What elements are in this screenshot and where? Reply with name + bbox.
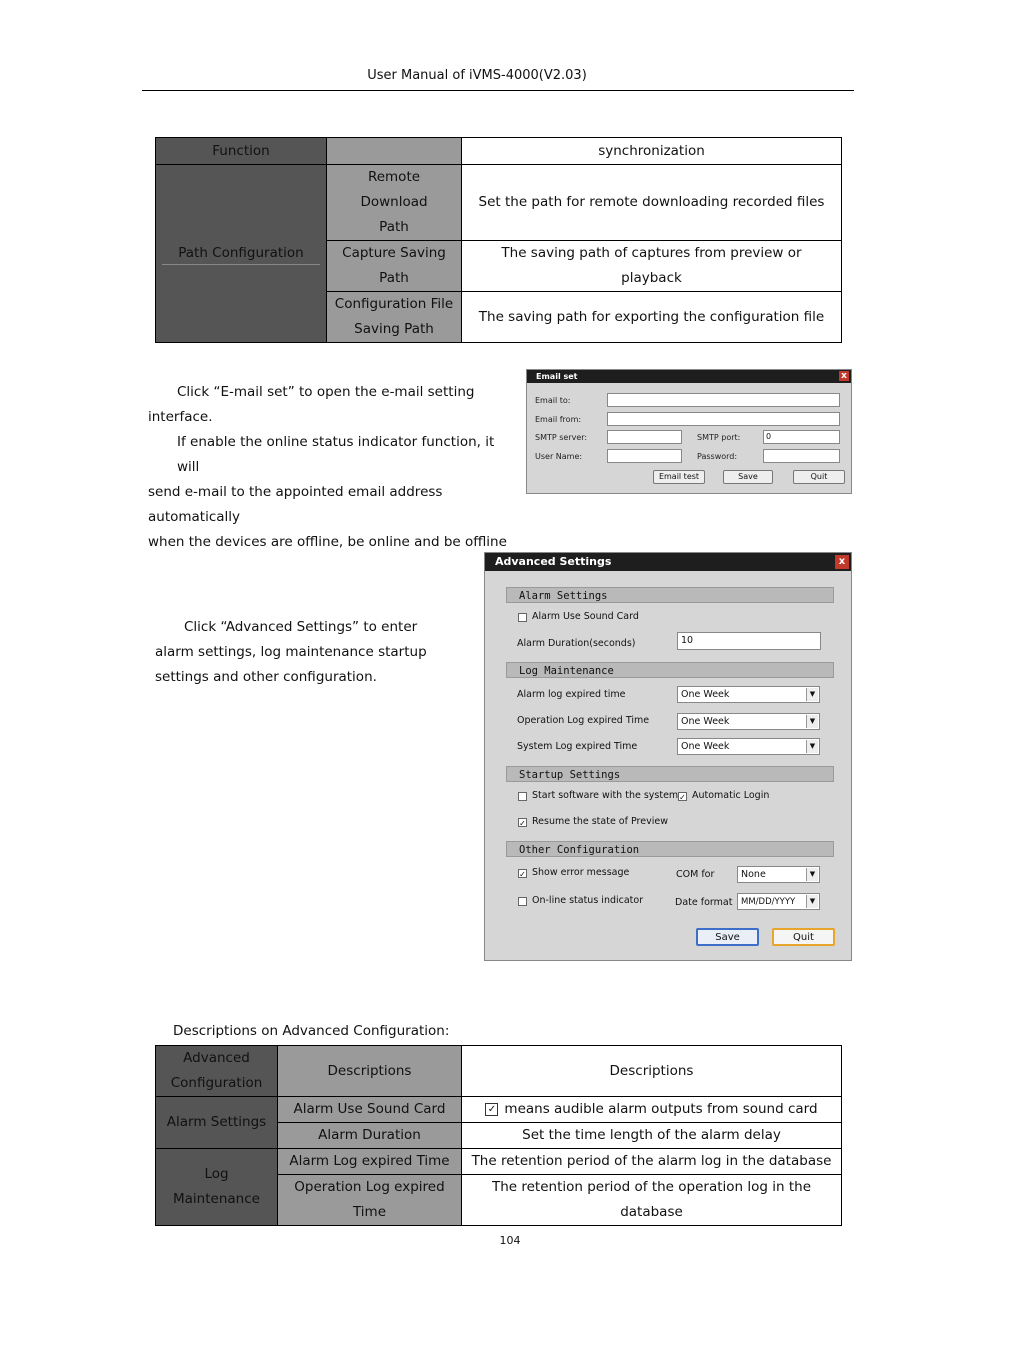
- table-caption: Descriptions on Advanced Configuration:: [173, 1023, 450, 1039]
- dialog-title: Email set: [536, 372, 578, 381]
- smtp-server-field[interactable]: [607, 430, 682, 444]
- email-to-field[interactable]: [607, 393, 840, 407]
- show-error-label: Show error message: [532, 867, 630, 878]
- save-button[interactable]: Save: [696, 928, 759, 946]
- alarm-log-select[interactable]: One Week ▼: [677, 686, 820, 703]
- com-for-select[interactable]: None ▼: [737, 866, 820, 883]
- alarm-sound-label: Alarm Use Sound Card: [532, 611, 639, 622]
- table-cell: Alarm Log expired Time: [278, 1149, 462, 1175]
- table-cell: Alarm Use Sound Card: [278, 1097, 462, 1123]
- quit-button[interactable]: Quit: [772, 928, 835, 946]
- email-description: Click “E-mail set” to open the e-mail setting interface. If enable the online status indicator function, it will send e-mail to the appointed email address automatically when the devices are offline, be online and be offline: [148, 384, 507, 550]
- email-test-button[interactable]: Email test: [653, 470, 705, 484]
- section-alarm-settings: Alarm Settings: [506, 587, 834, 603]
- chevron-down-icon[interactable]: ▼: [806, 715, 818, 728]
- chevron-down-icon[interactable]: ▼: [806, 895, 818, 908]
- function-header: Function: [156, 138, 327, 165]
- chevron-down-icon[interactable]: ▼: [806, 688, 818, 701]
- resume-preview-checkbox[interactable]: ✓: [519, 819, 526, 828]
- close-icon[interactable]: x: [839, 371, 849, 381]
- operation-log-select[interactable]: One Week ▼: [677, 713, 820, 730]
- path-config-cell: [156, 165, 327, 343]
- table-header: Advanced Configuration: [156, 1046, 278, 1097]
- table-cell: Remote Download Path: [327, 165, 462, 241]
- start-with-system-checkbox[interactable]: [518, 792, 527, 801]
- date-format-label: Date format: [675, 897, 733, 908]
- page-number: 104: [499, 1234, 521, 1247]
- alarm-sound-checkbox[interactable]: [518, 613, 527, 622]
- operation-log-label: Operation Log expired Time: [517, 715, 650, 726]
- email-from-label: Email from:: [535, 415, 582, 424]
- section-other-configuration: Other Configuration: [506, 841, 834, 857]
- smtp-port-field[interactable]: 0: [763, 430, 840, 444]
- save-button[interactable]: Save: [723, 470, 773, 484]
- advanced-config-table: [155, 1045, 842, 1226]
- start-with-system-label: Start software with the system: [532, 790, 679, 801]
- table-cell: The saving path of captures from preview or playback: [462, 241, 842, 292]
- path-config-label: Path Configuration: [162, 242, 320, 265]
- table-cell: ✓ means audible alarm outputs from sound card: [462, 1097, 842, 1123]
- show-error-checkbox[interactable]: ✓: [519, 870, 526, 879]
- email-to-label: Email to:: [535, 396, 571, 405]
- chevron-down-icon[interactable]: ▼: [806, 868, 818, 881]
- dialog-title-bar: [485, 553, 851, 571]
- resume-preview-label: Resume the state of Preview: [532, 816, 668, 827]
- dialog-title: Advanced Settings: [495, 555, 612, 568]
- system-log-select[interactable]: One Week ▼: [677, 738, 820, 755]
- system-log-label: System Log expired Time: [517, 741, 638, 752]
- table-cell: Operation Log expired Time: [278, 1175, 462, 1226]
- checkbox-checked-icon: ✓: [485, 1103, 498, 1116]
- table-cell: Alarm Duration: [278, 1123, 462, 1149]
- quit-button[interactable]: Quit: [793, 470, 845, 484]
- user-name-label: User Name:: [535, 452, 583, 461]
- chevron-down-icon[interactable]: ▼: [806, 740, 818, 753]
- table-cell: Alarm Settings: [156, 1097, 278, 1149]
- auto-login-label: Automatic Login: [692, 790, 770, 801]
- table-cell: Configuration File Saving Path: [327, 292, 462, 343]
- table-header: Descriptions: [278, 1046, 462, 1097]
- date-format-select[interactable]: MM/DD/YYYY ▼: [737, 893, 820, 910]
- alarm-duration-input[interactable]: 10: [677, 632, 821, 650]
- email-from-field[interactable]: [607, 412, 840, 426]
- alarm-duration-label: Alarm Duration(seconds): [517, 638, 636, 649]
- section-log-maintenance: Log Maintenance: [506, 662, 834, 678]
- table-cell: The retention period of the operation log in the database: [462, 1175, 842, 1226]
- table-cell: Log Maintenance: [156, 1149, 278, 1226]
- online-indicator-label: On-line status indicator: [532, 895, 644, 906]
- path-config-table: [155, 137, 842, 343]
- section-startup-settings: Startup Settings: [506, 766, 834, 782]
- header-rule: [142, 90, 854, 91]
- online-indicator-checkbox[interactable]: [518, 897, 527, 906]
- page-header: User Manual of iVMS-4000(V2.03): [367, 68, 587, 83]
- blank-header-cell: [327, 138, 462, 165]
- advanced-description: Click “Advanced Settings” to enter alarm settings, log maintenance startup settings and other configuration.: [155, 619, 427, 685]
- table-cell: Set the time length of the alarm delay: [462, 1123, 842, 1149]
- close-icon[interactable]: x: [835, 555, 849, 569]
- smtp-server-label: SMTP server:: [535, 433, 588, 442]
- password-label: Password:: [697, 452, 738, 461]
- table-cell: Set the path for remote downloading recorded files: [462, 165, 842, 241]
- auto-login-checkbox[interactable]: ✓: [679, 793, 686, 802]
- smtp-port-label: SMTP port:: [697, 433, 741, 442]
- com-for-label: COM for: [676, 869, 715, 880]
- sync-cell: synchronization: [462, 138, 842, 165]
- alarm-log-label: Alarm log expired time: [517, 689, 626, 700]
- dialog-title-bar: [527, 370, 851, 383]
- table-cell: The retention period of the alarm log in the database: [462, 1149, 842, 1175]
- table-cell: Capture Saving Path: [327, 241, 462, 292]
- table-cell: The saving path for exporting the configuration file: [462, 292, 842, 343]
- email-set-dialog: [526, 369, 852, 494]
- advanced-settings-dialog: [484, 552, 852, 961]
- user-name-field[interactable]: [607, 449, 682, 463]
- password-field[interactable]: [763, 449, 840, 463]
- table-header: Descriptions: [462, 1046, 842, 1097]
